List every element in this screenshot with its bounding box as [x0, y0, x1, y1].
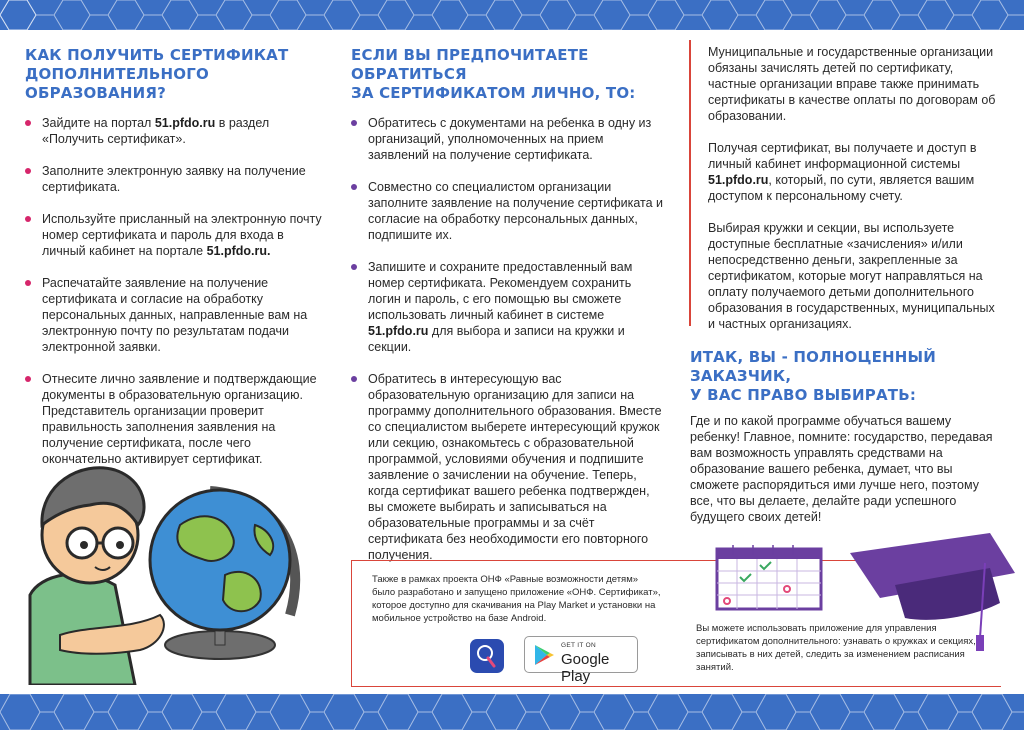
title-line: ИТАК, ВЫ - ПОЛНОЦЕННЫЙ ЗАКАЗЧИК,: [690, 348, 937, 385]
bullet-icon: [351, 120, 357, 126]
list-item: [25, 371, 325, 467]
footer-band: [0, 694, 1024, 730]
item-text: Запишите и сохраните предоставленный вам номер сертификата. Рекомендуем сохранить логин и пароль, с его помощью вы сможете использовать личный кабинет в системе: [368, 260, 633, 322]
list-item: [351, 259, 666, 355]
graduation-cap-icon: [840, 523, 1020, 663]
child-with-globe-illustration: [20, 455, 320, 685]
title-line: ЕСЛИ ВЫ ПРЕДПОЧИТАЕТЕ ОБРАТИТЬСЯ: [351, 46, 589, 83]
app-description: Также в рамках проекта ОНФ «Равные возможности детям» было разработано и запущено приложение «ОНФ. Сертификат», которое доступно для скачивания на Play Market и установки на мобильное устройство на базе Android.: [372, 574, 661, 624]
app-icon[interactable]: [470, 639, 504, 673]
paragraph-text: Получая сертификат, вы получаете и доступ в личный кабинет информационной системы: [708, 141, 977, 171]
section-title: [25, 46, 325, 103]
section-title: [690, 348, 1000, 405]
paragraph-text: , который, по сути, является вашим доступом к персональному счету.: [708, 173, 975, 203]
bullet-icon: [25, 376, 31, 382]
certificate-app-icon: [470, 639, 504, 673]
steps-list: [25, 115, 325, 467]
section-title: [351, 46, 666, 103]
title-line: ДОПОЛНИТЕЛЬНОГО ОБРАЗОВАНИЯ?: [25, 65, 209, 102]
calendar-icon: [715, 543, 835, 613]
paragraph: Где и по какой программе обучаться вашему ребенку! Главное, помните: государство, передавая вам возможность управлять средствами на образование вашего ребенка, думает, что вы сможете распорядиться ими лучше него, поэтому все, что вы делаете, делайте ради успешного будущего своих детей!: [690, 414, 993, 524]
bullet-icon: [351, 264, 357, 270]
item-text: Обратитесь в интересующую вас образовательную организацию для записи на программу дополнительного образования. Вместе со специалистом выберете интересующий кружок или секцию, ознакомьтесь с образовательной программой, условиями обучения и подпишите заявление о зачислении на обучение. Теперь, когда сертификат вашего ребенка подтвержден, вы сможете выбирать и записываться на образовательные программы и за счёт сертификата без необходимости его повторного получения.: [368, 372, 662, 562]
title-line: ЗА СЕРТИФИКАТОМ ЛИЧНО, ТО:: [351, 84, 636, 102]
header-band: [0, 0, 1024, 30]
item-text: для выбора и записи на кружки и секции.: [368, 324, 625, 354]
list-item: [25, 163, 325, 195]
paragraph: [708, 140, 1000, 204]
item-text: Совместно со специалистом организации заполните заявление на получение сертификата и согласие на обработку персональных данных, подпишите их.: [368, 180, 664, 242]
list-item: [25, 275, 325, 355]
portal-link[interactable]: 51.pfdo.ru: [368, 324, 429, 338]
column-in-person: [351, 46, 666, 579]
item-text: в раздел «Получить сертификат».: [42, 116, 270, 146]
item-text: Используйте присланный на электронную почту номер сертификата и пароль для входа в личный кабинет на портале: [42, 212, 322, 258]
item-text: Отнесите лично заявление и подтверждающие документы в образовательную организацию. Представитель организации проверит правильность заполнения заявления на получение сертификата, после чего окончательно активирует сертификат.: [42, 372, 317, 466]
column-rights: [690, 44, 1000, 541]
hexagon-pattern-icon: [0, 694, 1024, 730]
google-play-button[interactable]: [524, 636, 638, 685]
column-how-to-get: [25, 46, 325, 483]
bullet-icon: [25, 168, 31, 174]
steps-list: [351, 115, 666, 563]
hexagon-pattern-icon: [0, 0, 1024, 30]
item-text: Заполните электронную заявку на получение сертификата.: [42, 164, 306, 194]
item-text: Зайдите на портал: [42, 116, 155, 130]
bullet-icon: [25, 216, 31, 222]
gplay-label: Google Play: [561, 651, 610, 685]
item-text: Обратитесь с документами на ребенка в одну из организаций, уполномоченных на прием заявлений на получение сертификата.: [368, 116, 652, 162]
bullet-icon: [25, 280, 31, 286]
bullet-icon: [25, 120, 31, 126]
app-feature-description: Вы можете использовать приложение для управления сертификатом дополнительного: узнавать о кружках и секциях, записывать в них детей, следить за изменением расписания занятий.: [696, 623, 976, 673]
title-line: КАК ПОЛУЧИТЬ СЕРТИФИКАТ: [25, 46, 289, 64]
list-item: [351, 371, 666, 563]
list-item: [25, 211, 325, 259]
item-text: Распечатайте заявление на получение сертификата и согласие на обработку персональных данных, направленные вам на электронную почту по результатам подачи электронной заявки.: [42, 276, 308, 354]
paragraph: Муниципальные и государственные организации обязаны зачислять детей по сертификату, частные организации вправе также принимать сертификаты в качестве оплаты по договорам об образовании.: [708, 45, 996, 123]
portal-link[interactable]: 51.pfdo.ru: [708, 173, 769, 187]
list-item: [351, 179, 666, 243]
portal-link[interactable]: 51.pfdo.ru: [154, 116, 216, 130]
portal-link[interactable]: 51.pfdo.ru.: [206, 244, 271, 258]
gplay-caption: GET IT ON: [561, 642, 596, 649]
google-play-icon: [533, 644, 555, 666]
paragraph: Выбирая кружки и секции, вы используете доступные бесплатные «зачисления» и/или непосредственно деньги, закрепленные за сертификатом, которые могут направляться на оплату получаемого детьми дополнительного образования в государственных, муниципальных и частных организациях.: [708, 221, 995, 331]
title-line: У ВАС ПРАВО ВЫБИРАТЬ:: [690, 386, 917, 404]
list-item: [25, 115, 325, 147]
bullet-icon: [351, 184, 357, 190]
list-item: [351, 115, 666, 163]
bullet-icon: [351, 376, 357, 382]
